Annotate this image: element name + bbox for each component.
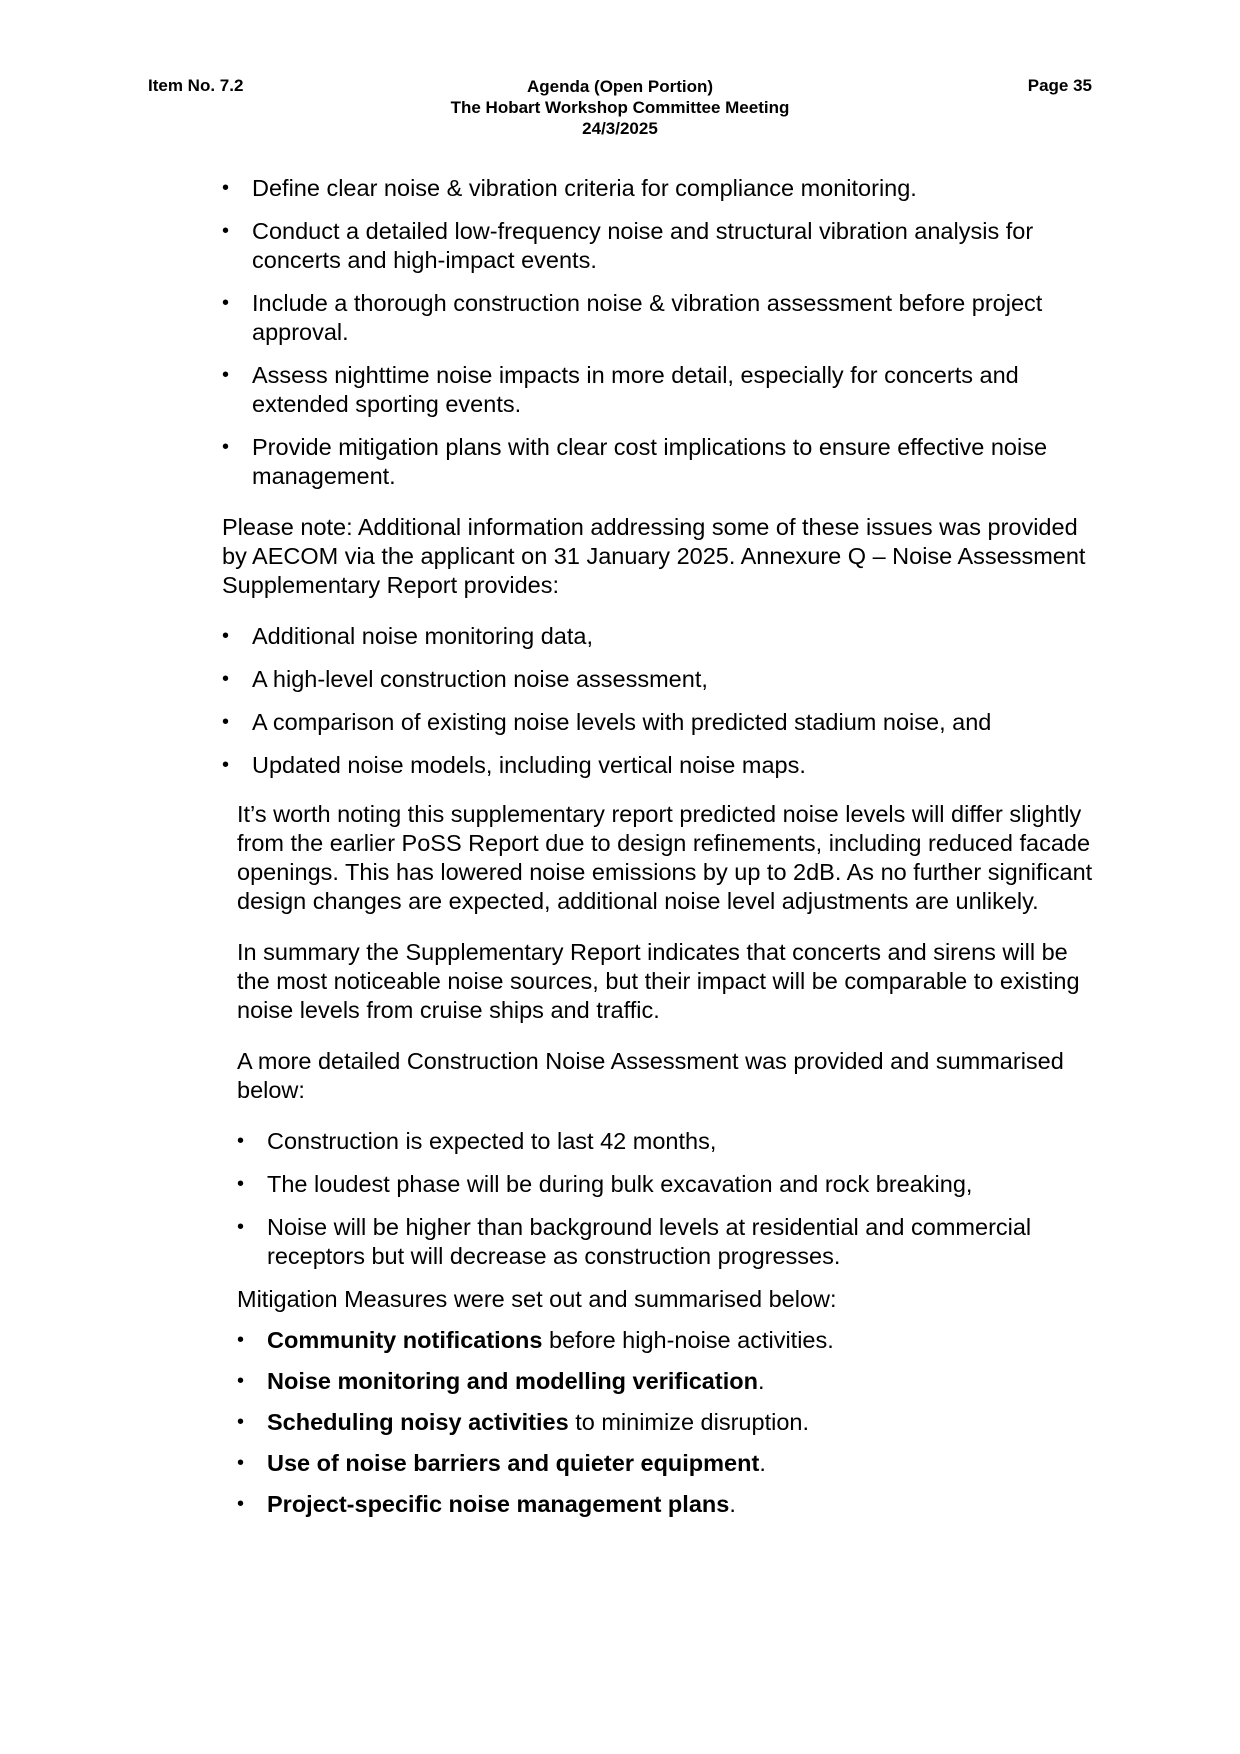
mitigation-paragraph: Mitigation Measures were set out and summarised below: xyxy=(237,1286,837,1312)
list-item: • The loudest phase will be during bulk excavation and rock breaking, xyxy=(237,1170,1102,1199)
list-item: • Use of noise barriers and quieter equipment. xyxy=(237,1449,1102,1478)
list-item: • Include a thorough construction noise & vibration assessment before project approval. xyxy=(222,289,1102,347)
construction-list xyxy=(237,1127,1102,1271)
supplementary-paragraph: It’s worth noting this supplementary report predicted noise levels will differ slightly from the earlier PoSS Report due to design refinements, including reduced facade openings. This has lowered noise emissions by up to 2dB. As no further significant design changes are expected, additional noise level adjustments are unlikely. xyxy=(237,801,1093,914)
list-item: • Project-specific noise management plans. xyxy=(237,1490,1102,1519)
construction-paragraph: A more detailed Construction Noise Assessment was provided and summarised below: xyxy=(237,1048,1064,1103)
list-item: • Community notifications before high-noise activities. xyxy=(237,1326,1102,1355)
list-item: • Conduct a detailed low-frequency noise and structural vibration analysis for concerts and high-impact events. xyxy=(222,217,1102,275)
meeting-title: The Hobart Workshop Committee Meeting xyxy=(450,98,790,117)
list-item: • Provide mitigation plans with clear cost implications to ensure effective noise management. xyxy=(222,433,1102,491)
list-item: • Noise monitoring and modelling verification. xyxy=(237,1367,1102,1396)
item-number: Item No. 7.2 xyxy=(148,76,244,95)
meeting-date: 24/3/2025 xyxy=(582,119,658,138)
indented-section xyxy=(237,800,1102,1519)
header-center xyxy=(148,76,1092,139)
list-item: • Scheduling noisy activities to minimize disruption. xyxy=(237,1408,1102,1437)
agenda-title: Agenda (Open Portion) xyxy=(526,77,714,96)
summary-paragraph: In summary the Supplementary Report indicates that concerts and sirens will be the most noticeable noise sources, but their impact will be comparable to existing noise levels from cruise ships and traffic. xyxy=(237,939,1080,1023)
list-item: • Assess nighttime noise impacts in more detail, especially for concerts and extended sporting events. xyxy=(222,361,1102,419)
list-item: • Additional noise monitoring data, xyxy=(222,622,1102,651)
mitigation-list xyxy=(237,1326,1102,1519)
page-number: Page 35 xyxy=(1027,76,1092,95)
note-paragraph: Please note: Additional information addressing some of these issues was provided by AECOM via the applicant on 31 January 2025. Annexure Q – Noise Assessment Supplementary Report provides: xyxy=(222,514,1086,598)
list-item: • Updated noise models, including vertical noise maps. xyxy=(222,751,1102,780)
supplementary-list xyxy=(222,622,1102,780)
list-item: • Noise will be higher than background levels at residential and commercial receptors but will decrease as construction progresses. xyxy=(237,1213,1102,1271)
page-header xyxy=(148,76,1092,146)
document-body xyxy=(222,174,1102,1531)
list-item: • Define clear noise & vibration criteria for compliance monitoring. xyxy=(222,174,1102,203)
list-item: • A high-level construction noise assessment, xyxy=(222,665,1102,694)
criteria-list xyxy=(222,174,1102,491)
list-item: • Construction is expected to last 42 months, xyxy=(237,1127,1102,1156)
list-item: • A comparison of existing noise levels with predicted stadium noise, and xyxy=(222,708,1102,737)
